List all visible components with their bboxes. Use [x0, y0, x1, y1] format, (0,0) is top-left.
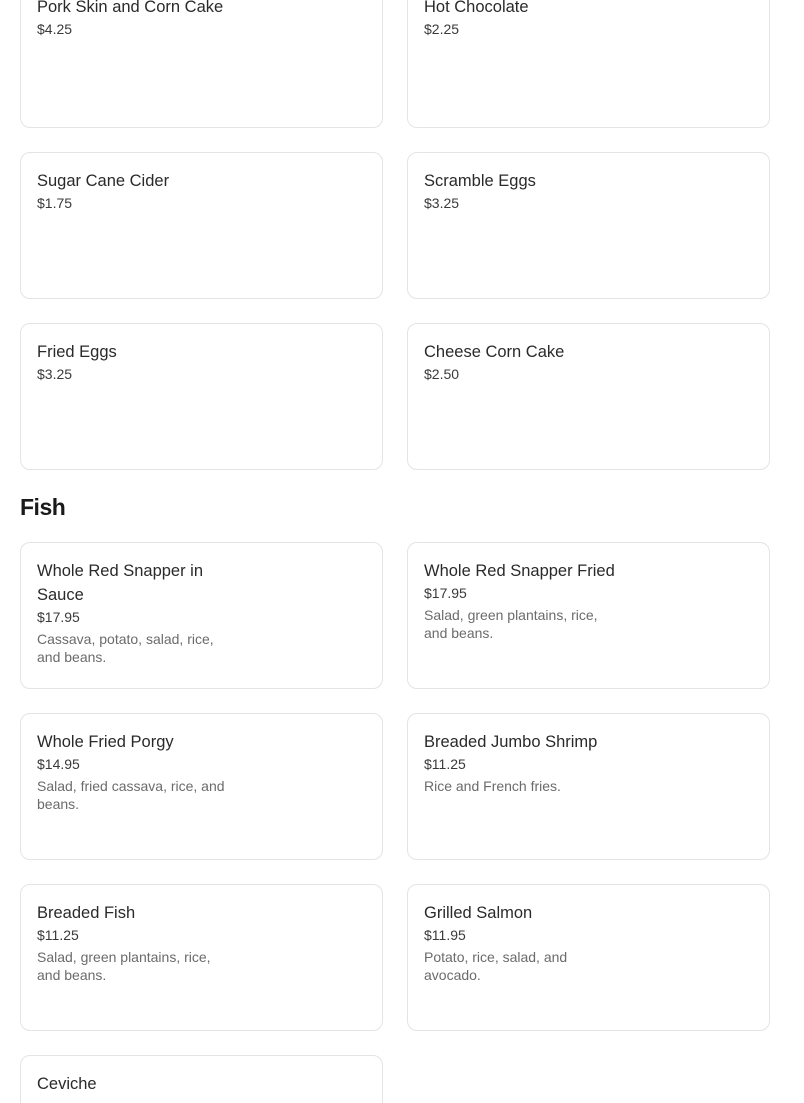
item-name: Grilled Salmon [424, 904, 533, 922]
item-description: Salad, green plantains, rice, and beans. [37, 949, 211, 983]
menu-item-card[interactable] [20, 152, 383, 299]
item-name: Whole Red Snapper in Sauce [37, 562, 204, 604]
menu-item-card[interactable] [407, 713, 770, 860]
item-price: $11.25 [37, 927, 79, 943]
item-price: $11.95 [424, 927, 466, 943]
menu-item-card[interactable] [20, 1055, 383, 1103]
menu-item-card[interactable] [20, 713, 383, 860]
item-name: Scramble Eggs [424, 172, 536, 190]
item-description: Potato, rice, salad, and avocado. [424, 949, 568, 983]
menu-item-card[interactable] [20, 884, 383, 1031]
item-description: Cassava, potato, salad, rice, and beans. [37, 631, 214, 665]
item-name: Breaded Fish [37, 904, 136, 922]
fish-section-grid [20, 542, 770, 1103]
item-name: Pork Skin and Corn Cake [37, 0, 224, 16]
previous-section-grid-continued [20, 152, 770, 470]
menu-item-card[interactable] [20, 0, 383, 128]
item-name: Cheese Corn Cake [424, 343, 565, 361]
item-price: $2.25 [424, 21, 460, 37]
menu-item-card[interactable] [407, 0, 770, 128]
item-price: $14.95 [37, 756, 80, 772]
item-description: Salad, green plantains, rice, and beans. [424, 607, 598, 641]
item-name: Breaded Jumbo Shrimp [424, 733, 598, 751]
item-price: $4.25 [37, 21, 73, 37]
item-name: Ceviche [37, 1075, 97, 1093]
item-name: Hot Chocolate [424, 0, 529, 16]
item-name: Fried Eggs [37, 343, 117, 361]
item-price: $2.50 [424, 366, 460, 382]
menu-item-card[interactable] [407, 152, 770, 299]
item-description: Salad, fried cassava, rice, and beans. [37, 778, 225, 812]
item-price: $11.25 [424, 756, 466, 772]
item-name: Whole Fried Porgy [37, 733, 174, 751]
menu-item-card[interactable] [407, 542, 770, 689]
item-price: $3.25 [37, 366, 73, 382]
section-title-fish: Fish [20, 494, 66, 520]
item-name: Sugar Cane Cider [37, 172, 170, 190]
item-description: Rice and French fries. [424, 778, 561, 794]
item-price: $1.75 [37, 195, 73, 211]
menu-item-card[interactable] [20, 542, 383, 689]
menu-item-card[interactable] [407, 884, 770, 1031]
menu-item-card[interactable] [20, 323, 383, 470]
previous-section-grid [20, 0, 770, 128]
item-name: Whole Red Snapper Fried [424, 562, 615, 580]
menu-item-card[interactable] [407, 323, 770, 470]
item-price: $3.25 [424, 195, 460, 211]
item-price: $17.95 [37, 609, 80, 625]
item-price: $17.95 [424, 585, 467, 601]
